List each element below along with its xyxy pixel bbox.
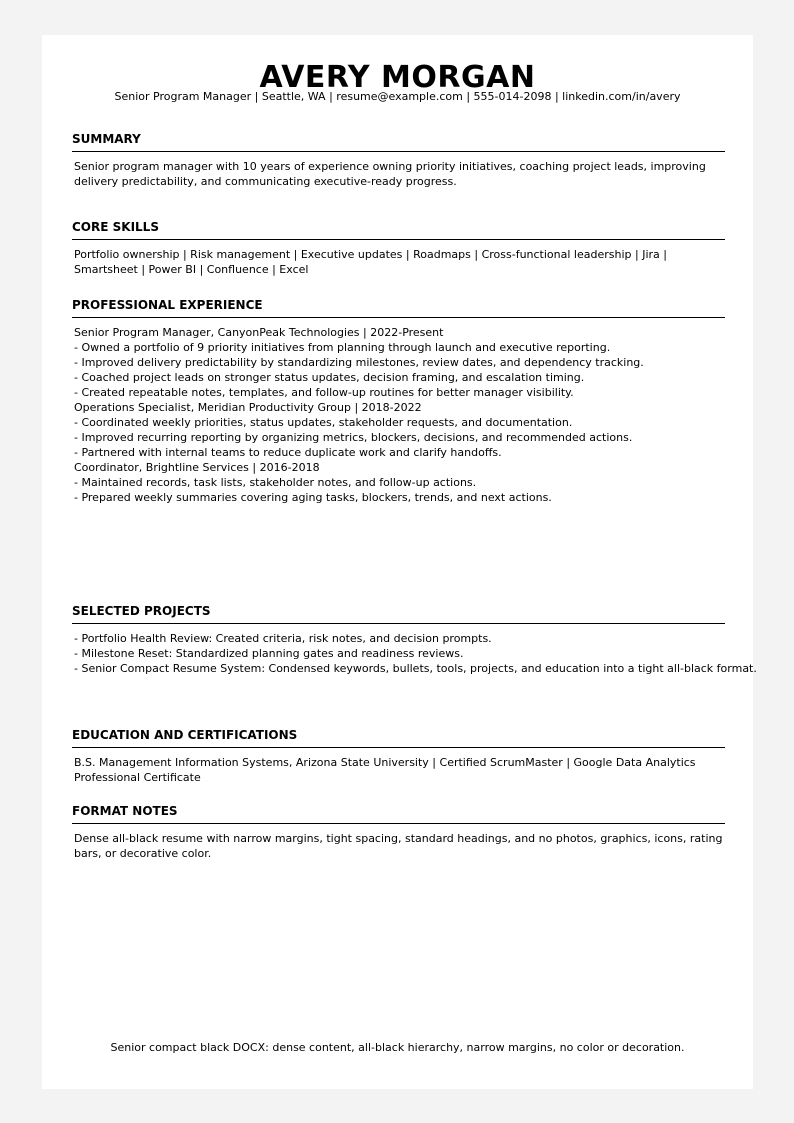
experience-bullet: - Partnered with internal teams to reduce duplicate work and clarify handoffs. [74,446,502,459]
page-footer: Senior compact black DOCX: dense content, all-black hierarchy, narrow margins, no color or decoration. [110,1041,685,1054]
job-title-line: Coordinator, Brightline Services | 2016-2018 [74,461,320,474]
format-notes-text: Dense all-black resume with narrow margins, tight spacing, standard headings, and no photos, graphics, icons, rating bars, or decorative color. [74,832,723,860]
section-heading: PROFESSIONAL EXPERIENCE [72,297,725,318]
section-heading: FORMAT NOTES [72,803,725,824]
resume-page [42,35,757,1089]
experience-bullet: - Improved delivery predictability by standardizing milestones, review dates, and dependency tracking. [74,356,644,369]
experience-bullet: - Coached project leads on stronger status updates, decision framing, and escalation timing. [74,371,585,384]
experience-bullet: - Prepared weekly summaries covering aging tasks, blockers, trends, and next actions. [74,491,552,504]
experience-section [72,297,725,505]
job-title-line: Operations Specialist, Meridian Productivity Group | 2018-2022 [74,401,422,414]
experience-bullet: - Coordinated weekly priorities, status updates, stakeholder requests, and documentation. [74,416,573,429]
skills-section [72,219,725,277]
education-text: B.S. Management Information Systems, Arizona State University | Certified ScrumMaster | Google Data Analytics Professional Certificate [74,756,696,784]
section-heading: SUMMARY [72,131,725,152]
format-notes-section [72,803,725,861]
education-section [72,727,725,785]
project-bullet: - Milestone Reset: Standardized planning gates and readiness reviews. [74,647,464,660]
experience-bullet: - Created repeatable notes, templates, and follow-up routines for better manager visibility. [74,386,574,399]
job-title-line: Senior Program Manager, CanyonPeak Technologies | 2022-Present [74,326,444,339]
candidate-name: AVERY MORGAN [259,60,536,95]
project-bullet: - Portfolio Health Review: Created criteria, risk notes, and decision prompts. [74,632,492,645]
experience-bullet: - Improved recurring reporting by organizing metrics, blockers, decisions, and recommended actions. [74,431,633,444]
section-heading: EDUCATION AND CERTIFICATIONS [72,727,725,748]
projects-section [72,603,757,676]
project-bullet: - Senior Compact Resume System: Condensed keywords, bullets, tools, projects, and education into a tight all-black format. [74,662,757,675]
experience-bullet: - Maintained records, task lists, stakeholder notes, and follow-up actions. [74,476,477,489]
skills-text: Portfolio ownership | Risk management | Executive updates | Roadmaps | Cross-functional leadership | Jira | Smartsheet | Power BI | Confluence | Excel [74,248,667,276]
summary-text: Senior program manager with 10 years of experience owning priority initiatives, coaching project leads, improving delivery predictability, and communicating executive-ready progress. [74,160,706,188]
contact-line: Senior Program Manager | Seattle, WA | resume@example.com | 555-014-2098 | linkedin.com/in/avery [114,90,681,103]
section-heading: CORE SKILLS [72,219,725,240]
experience-bullet: - Owned a portfolio of 9 priority initiatives from planning through launch and executive reporting. [74,341,611,354]
section-heading: SELECTED PROJECTS [72,603,725,624]
summary-section [72,131,725,189]
